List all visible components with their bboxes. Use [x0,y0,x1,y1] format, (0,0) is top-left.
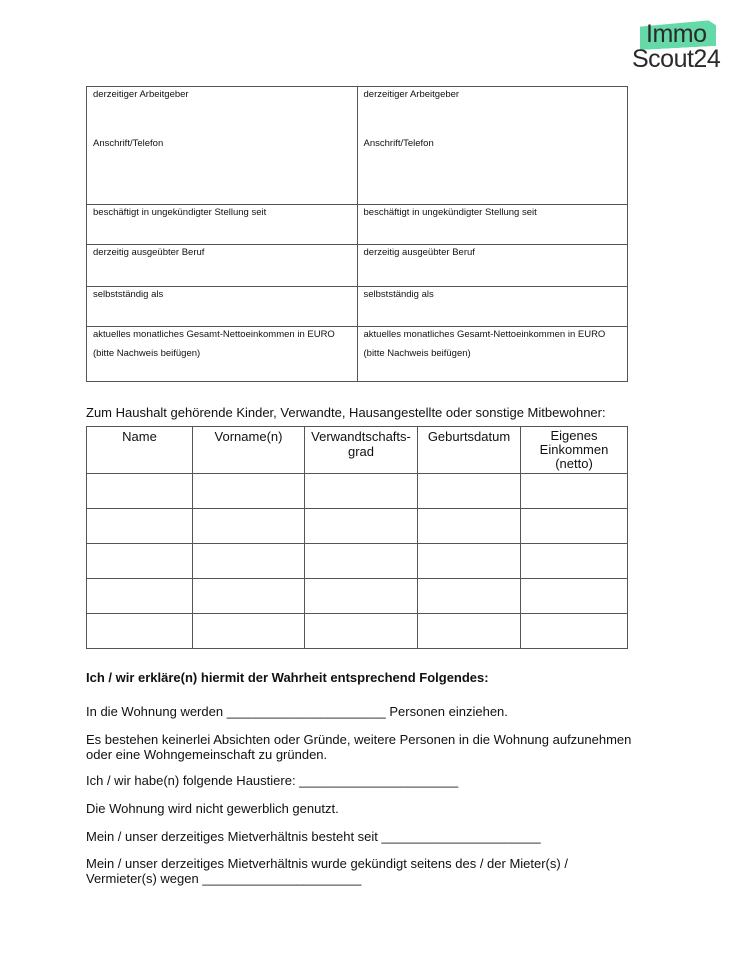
self-employed-cell[interactable]: selbstständig als [87,287,358,327]
declaration-tenancy-terminated: Mein / unser derzeitiges Mietverhältnis wurde gekündigt seitens des / der Mieter(s) / Vermieter(s) wegen ______________________ [86,856,568,886]
household-table [86,426,628,649]
declaration-no-commercial-use: Die Wohnung wird nicht gewerblich genutzt. [86,801,339,816]
income-cell[interactable]: aktuelles monatliches Gesamt-Nettoeinkommen in EURO (bitte Nachweis beifügen) [357,327,628,382]
declaration-no-more-persons: Es bestehen keinerlei Absichten oder Gründe, weitere Personen in die Wohnung aufzunehmen oder eine Wohngemeinschaft zu gründen. [86,732,632,762]
header-income: Eigenes Einkommen (netto) [521,427,628,474]
header-first-name: Vorname(n) [193,427,305,474]
header-name: Name [87,427,193,474]
employed-since-cell[interactable]: beschäftigt in ungekündigter Stellung seit [87,205,358,245]
header-birthdate: Geburtsdatum [418,427,521,474]
table-row [87,474,628,509]
income-cell[interactable]: aktuelles monatliches Gesamt-Nettoeinkommen in EURO (bitte Nachweis beifügen) [87,327,358,382]
employed-since-cell[interactable]: beschäftigt in ungekündigter Stellung seit [357,205,628,245]
table-row [87,614,628,649]
declaration-pets: Ich / wir habe(n) folgende Haustiere: ______________________ [86,773,459,788]
employment-table [86,86,628,382]
job-cell[interactable]: derzeitig ausgeübter Beruf [357,245,628,287]
household-title: Zum Haushalt gehörende Kinder, Verwandte, Hausangestellte oder sonstige Mitbewohner: [86,405,606,420]
table-row [87,509,628,544]
table-row [87,579,628,614]
declaration-tenancy-since: Mein / unser derzeitiges Mietverhältnis besteht seit ______________________ [86,829,541,844]
employer-cell[interactable]: derzeitiger Arbeitgeber Anschrift/Telefon [357,87,628,205]
declaration-heading: Ich / wir erkläre(n) hiermit der Wahrheit entsprechend Folgendes: [86,670,489,685]
declaration-persons: In die Wohnung werden ______________________ Personen einziehen. [86,704,508,719]
job-cell[interactable]: derzeitig ausgeübter Beruf [87,245,358,287]
self-employed-cell[interactable]: selbstständig als [357,287,628,327]
employer-cell[interactable]: derzeitiger Arbeitgeber Anschrift/Telefon [87,87,358,205]
header-relationship: Verwandtschafts- grad [305,427,418,474]
immoscout24-logo: Immo Scout24 [632,20,721,73]
table-row [87,544,628,579]
